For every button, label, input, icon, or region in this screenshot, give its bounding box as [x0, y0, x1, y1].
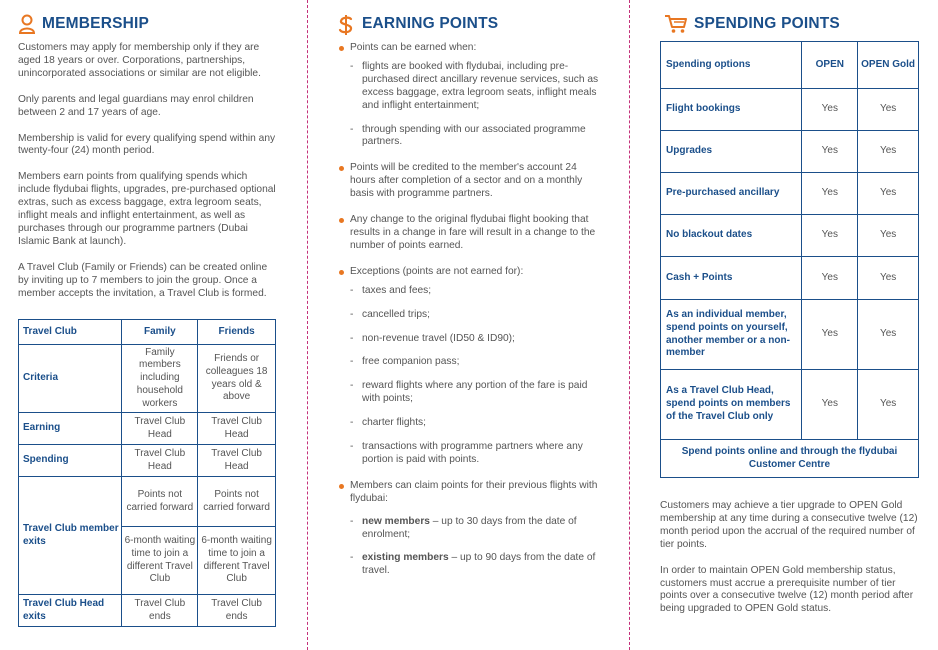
row-label: Criteria	[19, 345, 122, 413]
sub-item: - transactions with programme partners where any portion is paid with points.	[350, 441, 600, 467]
table-row	[19, 445, 276, 477]
table-cell: Yes	[802, 173, 858, 215]
spending-column	[660, 0, 920, 650]
sub-item-bold: new members	[362, 515, 430, 527]
table-row	[661, 440, 919, 478]
paragraph: Customers may achieve a tier upgrade to OPEN Gold membership at any time during a consecutive twelve (12) month period upon the accrual of the required number of tier points.	[660, 500, 918, 550]
row-label: As an individual member, spend points on yourself, another member or a non-member	[661, 300, 802, 370]
table-cell: Yes	[802, 300, 858, 370]
sub-item: - free companion pass;	[350, 356, 600, 369]
table-header: Travel Club	[19, 320, 122, 345]
table-row	[661, 300, 919, 370]
table-cell: Yes	[858, 257, 919, 300]
table-row	[661, 370, 919, 440]
row-label: Pre-purchased ancillary	[661, 173, 802, 215]
table-header: OPEN Gold	[858, 42, 919, 89]
sub-item: - flights are booked with flydubai, including pre-purchased direct ancillary revenue services, such as excess baggage, extra legroom seats, inflight meals and inflight entertainment;	[350, 61, 600, 113]
sub-item: - taxes and fees;	[350, 285, 600, 298]
sub-item: - cancelled trips;	[350, 309, 600, 322]
spending-table	[660, 41, 919, 478]
table-row	[661, 42, 919, 89]
list-item	[338, 266, 600, 467]
table-cell: Yes	[802, 370, 858, 440]
paragraph: In order to maintain OPEN Gold membership status, customers must accrue a prerequisite number of tier points over a consecutive twelve (12) month period after being upgraded to OPEN Gold status.	[660, 564, 914, 615]
paragraph: Membership is valid for every qualifying spend within any twenty-four (24) month period.	[18, 132, 276, 157]
dollar-icon	[338, 14, 356, 34]
table-row	[661, 131, 919, 173]
travel-club-table	[18, 319, 276, 627]
earning-text	[338, 42, 600, 591]
table-cell: Points not carried forward	[122, 477, 198, 527]
table-cell: 6-month waiting time to join a different Travel Club	[198, 527, 276, 595]
table-header: Family	[122, 320, 198, 345]
table-cell: Travel Club Head	[198, 413, 276, 445]
row-label: Flight bookings	[661, 89, 802, 131]
paragraph: Customers may apply for membership only if they are aged 18 years or over. Corporations, partnerships, unincorporated associations or similar are not eligible.	[18, 42, 261, 79]
table-cell: Yes	[858, 89, 919, 131]
list-item	[338, 42, 600, 149]
table-cell: Yes	[858, 215, 919, 257]
cart-icon	[664, 14, 688, 34]
table-cell: Travel Club Head	[122, 413, 198, 445]
table-cell: Family members including household workers	[122, 345, 198, 413]
row-label: Travel Club Head exits	[19, 595, 122, 627]
table-header: Friends	[198, 320, 276, 345]
row-label: Spending	[19, 445, 122, 477]
table-cell: Yes	[858, 173, 919, 215]
table-cell: 6-month waiting time to join a different Travel Club	[122, 527, 198, 595]
table-cell: Yes	[858, 131, 919, 173]
spending-title: SPENDING POINTS	[694, 15, 840, 32]
table-cell: Yes	[858, 300, 919, 370]
table-cell: Yes	[802, 257, 858, 300]
row-label: Upgrades	[661, 131, 802, 173]
table-cell: Travel Club Head	[198, 445, 276, 477]
list-item: Any change to the original flydubai flight booking that results in a change in fare will result in a change to the number of points earned.	[338, 214, 600, 253]
sub-item: - reward flights where any portion of the fare is paid with points;	[350, 380, 600, 406]
table-row	[661, 89, 919, 131]
spending-notes	[660, 500, 918, 629]
paragraph: A Travel Club (Family or Friends) can be created online by inviting up to 7 members to join the group. Once a member accepts the invitation, a Travel Club is formed.	[18, 261, 268, 299]
bullet-text: Points can be earned when:	[350, 42, 477, 53]
row-label: Earning	[19, 413, 122, 445]
table-cell: Yes	[802, 131, 858, 173]
table-row	[19, 413, 276, 445]
table-header: OPEN	[802, 42, 858, 89]
table-cell: Yes	[802, 215, 858, 257]
paragraph: Only parents and legal guardians may enrol children between 2 and 17 years of age.	[18, 93, 254, 118]
list-item: Points will be credited to the member's account 24 hours after completion of a sector and on a monthly basis with programme partners.	[338, 162, 600, 201]
sub-item-bold: existing members	[362, 552, 449, 564]
row-label: Travel Club member exits	[19, 477, 122, 595]
table-row	[661, 215, 919, 257]
membership-column	[18, 0, 276, 650]
sub-item-text: – up to 30 days from the date of enrolment;	[362, 515, 577, 540]
table-row	[661, 173, 919, 215]
table-cell: Friends or colleagues 18 years old & above	[198, 345, 276, 413]
sub-item	[350, 552, 600, 578]
list-item	[338, 480, 600, 578]
bullet-text: Members can claim points for their previous flights with flydubai:	[350, 479, 598, 504]
table-cell: Points not carried forward	[198, 477, 276, 527]
earning-title: EARNING POINTS	[362, 15, 499, 32]
table-row	[19, 595, 276, 627]
table-cell: Travel Club ends	[122, 595, 198, 627]
membership-text	[18, 42, 276, 314]
earning-heading	[338, 14, 498, 34]
paragraph: Members earn points from qualifying spends which include flydubai flights, upgrades, pre-purchased optional extras, such as excess baggage, extra legroom seats, inflight meals and inflight entertainment, as well as purchases through our programme partners (Dubai Islamic Bank at launch).	[18, 171, 276, 247]
table-header: Spending options	[661, 42, 802, 89]
bullet-text: Exceptions (points are not earned for):	[350, 265, 524, 277]
row-label: Cash + Points	[661, 257, 802, 300]
table-cell: Yes	[802, 89, 858, 131]
row-label: As a Travel Club Head, spend points on members of the Travel Club only	[661, 370, 802, 440]
membership-title: MEMBERSHIP	[42, 15, 150, 32]
table-cell: Travel Club ends	[198, 595, 276, 627]
table-cell: Travel Club Head	[122, 445, 198, 477]
sub-item: - through spending with our associated programme partners.	[350, 124, 600, 150]
sub-item: - charter flights;	[350, 417, 600, 430]
spending-heading	[664, 14, 840, 34]
membership-heading	[18, 14, 149, 34]
sub-item-text: – up to 90 days from the date of travel.	[362, 552, 596, 577]
table-row	[661, 257, 919, 300]
sub-item	[350, 516, 600, 542]
column-divider-left	[307, 0, 308, 650]
earning-column	[338, 0, 600, 650]
table-row	[19, 345, 276, 413]
row-label: No blackout dates	[661, 215, 802, 257]
column-divider-right	[629, 0, 630, 650]
spending-footer: Spend points online and through the flydubai Customer Centre	[661, 440, 919, 478]
table-cell: Yes	[858, 370, 919, 440]
sub-item: - non-revenue travel (ID50 & ID90);	[350, 333, 600, 346]
person-icon	[18, 14, 36, 34]
table-row	[19, 477, 276, 527]
